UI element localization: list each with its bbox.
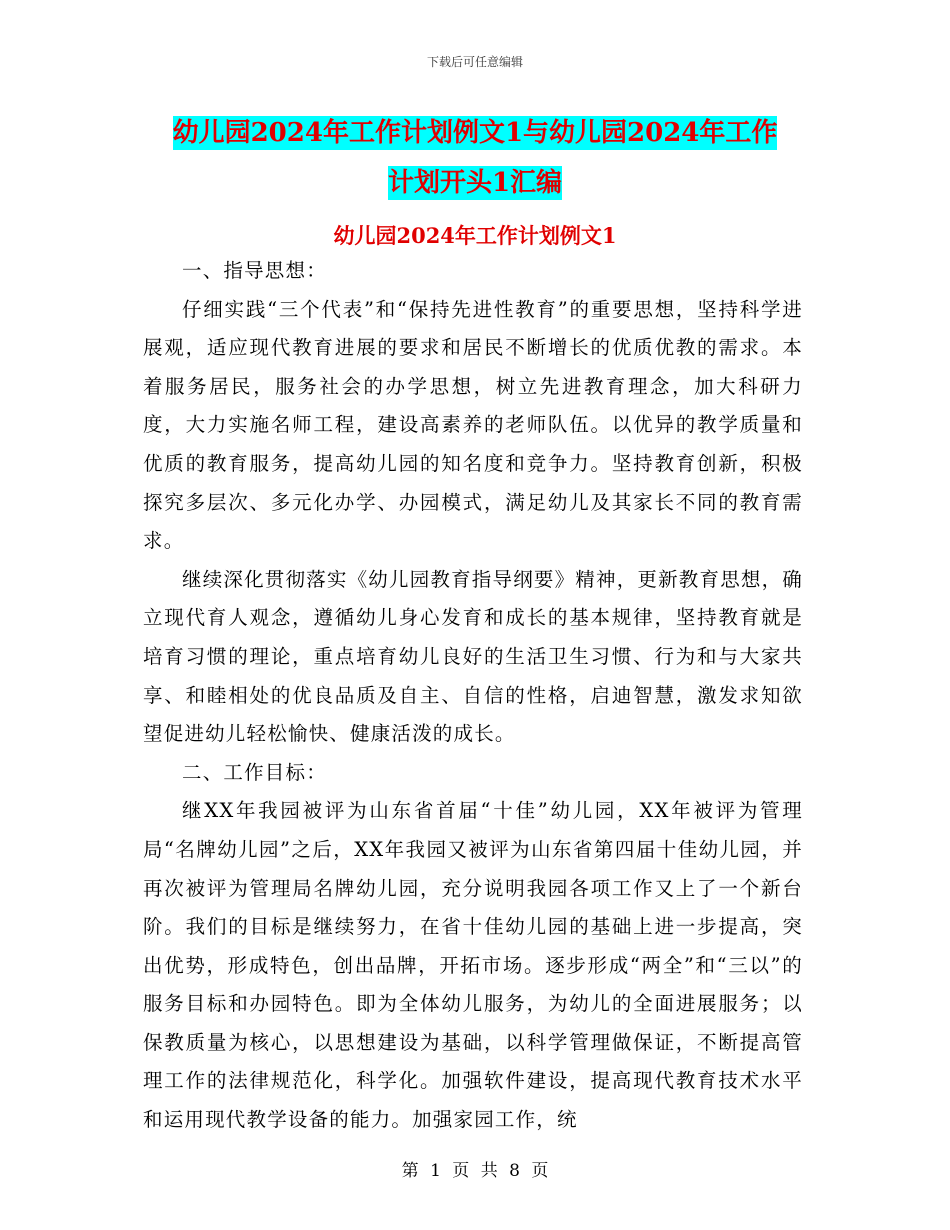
- paragraph: 继XX年我园被评为山东省首届“十佳”幼儿园，XX年被评为管理局“名牌幼儿园”之后，XX年我园又被评为山东省第四届十佳幼儿园，并再次被评为管理局名牌幼儿园，充分说明我园各项工作又上了一个新台阶。我们的目标是继续努力，在省十佳幼儿园的基础上进一步提高，突出优势，形成特色，创出品牌，开拓市场。逐步形成“两全”和“三以”的服务目标和办园特色。即为全体幼儿服务，为幼儿的全面进展服务；以保教质量为核心，以思想建设为基础，以科学管理做保证，不断提高管理工作的法律规范化，科学化。加强软件建设，提高现代教育技术水平和运用现代教学设备的能力。加强家园工作，统: [143, 799, 803, 1132]
- title-line-2: 计划开头1汇编: [387, 168, 563, 198]
- section-title: 幼儿园2024年工作计划例文1: [333, 223, 617, 248]
- title-line-1: 幼儿园2024年工作计划例文1与幼儿园2024年工作: [172, 118, 778, 148]
- page-number: 第 1 页 共 8 页: [401, 1161, 549, 1181]
- paragraph: 仔细实践“三个代表”和“保持先进性教育”的重要思想，坚持科学进展观，适应现代教育进展的要求和居民不断增长的优质优教的需求。本着服务居民，服务社会的办学思想，树立先进教育理念，加大科研力度，大力实施名师工程，建设高素养的老师队伍。以优异的教学质量和优质的教育服务，提高幼儿园的知名度和竞争力。坚持教育创新，积极探究多层次、多元化办学、办园模式，满足幼儿及其家长不同的教育需求。: [143, 297, 803, 553]
- paragraph: 继续深化贯彻落实《幼儿园教育指导纲要》精神，更新教育思想，确立现代育人观念，遵循幼儿身心发育和成长的基本规律，坚持教育就是培育习惯的理论，重点培育幼儿良好的生活卫生习惯、行为和与大家共享、和睦相处的优良品质及自主、自信的性格，启迪智慧，激发求知欲望促进幼儿轻松愉快、健康活泼的成长。: [143, 567, 804, 746]
- heading-guiding-ideology: 一、指导思想：: [182, 259, 327, 282]
- document-body: [143, 252, 803, 1140]
- page-header-note: 下载后可任意编辑: [426, 55, 523, 69]
- document-title: [0, 108, 950, 208]
- heading-work-goals: 二、工作目标：: [182, 760, 327, 784]
